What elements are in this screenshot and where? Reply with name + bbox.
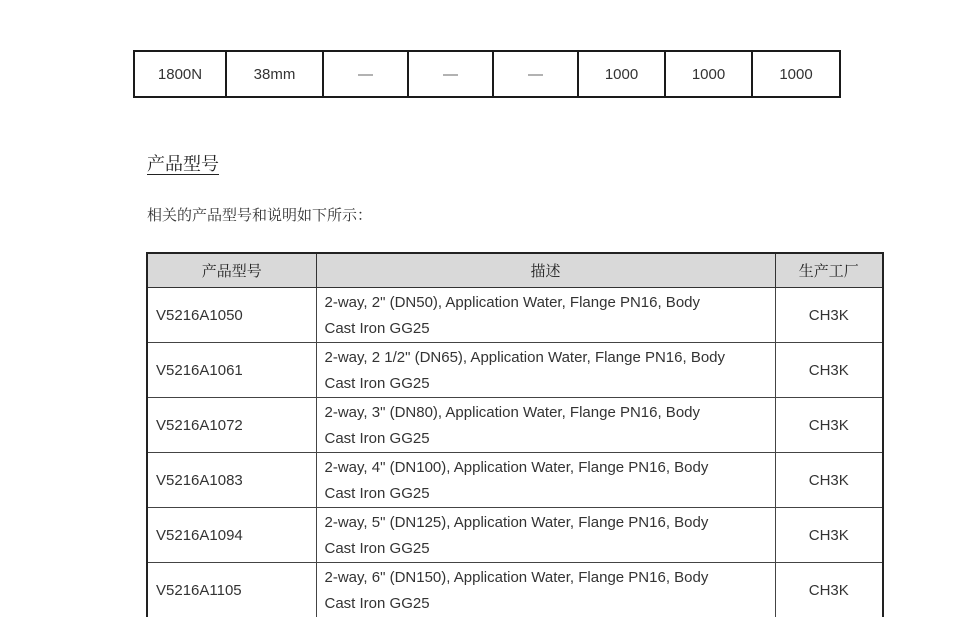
- product-table: [146, 252, 884, 617]
- spec-cell: 1000: [578, 51, 665, 97]
- description-cell: [316, 453, 775, 508]
- factory-cell: CH3K: [775, 508, 883, 563]
- spec-cell: 1800N: [134, 51, 226, 97]
- section-title: 产品型号: [147, 154, 219, 175]
- factory-cell: CH3K: [775, 288, 883, 343]
- spec-table: [133, 50, 841, 98]
- header-description: 描述: [316, 253, 775, 288]
- description-cell: [316, 398, 775, 453]
- description-cell: [316, 508, 775, 563]
- header-factory: 生产工厂: [775, 253, 883, 288]
- factory-cell: CH3K: [775, 343, 883, 398]
- description-line: 2-way, 5" (DN125), Application Water, Flange PN16, Body: [324, 514, 709, 531]
- description-line: Cast Iron GG25: [324, 485, 430, 502]
- description-line: 2-way, 3" (DN80), Application Water, Flange PN16, Body: [324, 404, 700, 421]
- spec-cell: 1000: [665, 51, 752, 97]
- table-row: [147, 453, 883, 508]
- table-header-row: [147, 253, 883, 288]
- description-line: Cast Iron GG25: [324, 375, 430, 392]
- spec-cell: —: [408, 51, 493, 97]
- factory-cell: CH3K: [775, 563, 883, 617]
- spec-cell: —: [493, 51, 578, 97]
- description-line: 2-way, 4" (DN100), Application Water, Flange PN16, Body: [324, 459, 709, 476]
- description-cell: [316, 343, 775, 398]
- description-line: Cast Iron GG25: [324, 320, 430, 337]
- intro-text: 相关的产品型号和说明如下所示：: [147, 206, 373, 224]
- model-cell: V5216A1105: [147, 563, 316, 617]
- description-cell: [316, 563, 775, 617]
- description-line: Cast Iron GG25: [324, 540, 430, 557]
- table-row: [147, 508, 883, 563]
- header-model: 产品型号: [147, 253, 316, 288]
- table-row: [147, 343, 883, 398]
- spec-row: [134, 51, 840, 97]
- description-cell: [316, 288, 775, 343]
- table-row: [147, 398, 883, 453]
- factory-cell: CH3K: [775, 453, 883, 508]
- model-cell: V5216A1072: [147, 398, 316, 453]
- model-cell: V5216A1083: [147, 453, 316, 508]
- description-line: Cast Iron GG25: [324, 430, 430, 447]
- table-row: [147, 563, 883, 617]
- description-line: 2-way, 6" (DN150), Application Water, Flange PN16, Body: [324, 569, 709, 586]
- description-line: 2-way, 2" (DN50), Application Water, Flange PN16, Body: [324, 294, 700, 311]
- description-line: Cast Iron GG25: [324, 595, 430, 612]
- model-cell: V5216A1094: [147, 508, 316, 563]
- model-cell: V5216A1061: [147, 343, 316, 398]
- table-row: [147, 288, 883, 343]
- spec-cell: 38mm: [226, 51, 323, 97]
- description-line: 2-way, 2 1/2" (DN65), Application Water, Flange PN16, Body: [324, 349, 726, 366]
- spec-cell: —: [323, 51, 408, 97]
- factory-cell: CH3K: [775, 398, 883, 453]
- spec-cell: 1000: [752, 51, 840, 97]
- model-cell: V5216A1050: [147, 288, 316, 343]
